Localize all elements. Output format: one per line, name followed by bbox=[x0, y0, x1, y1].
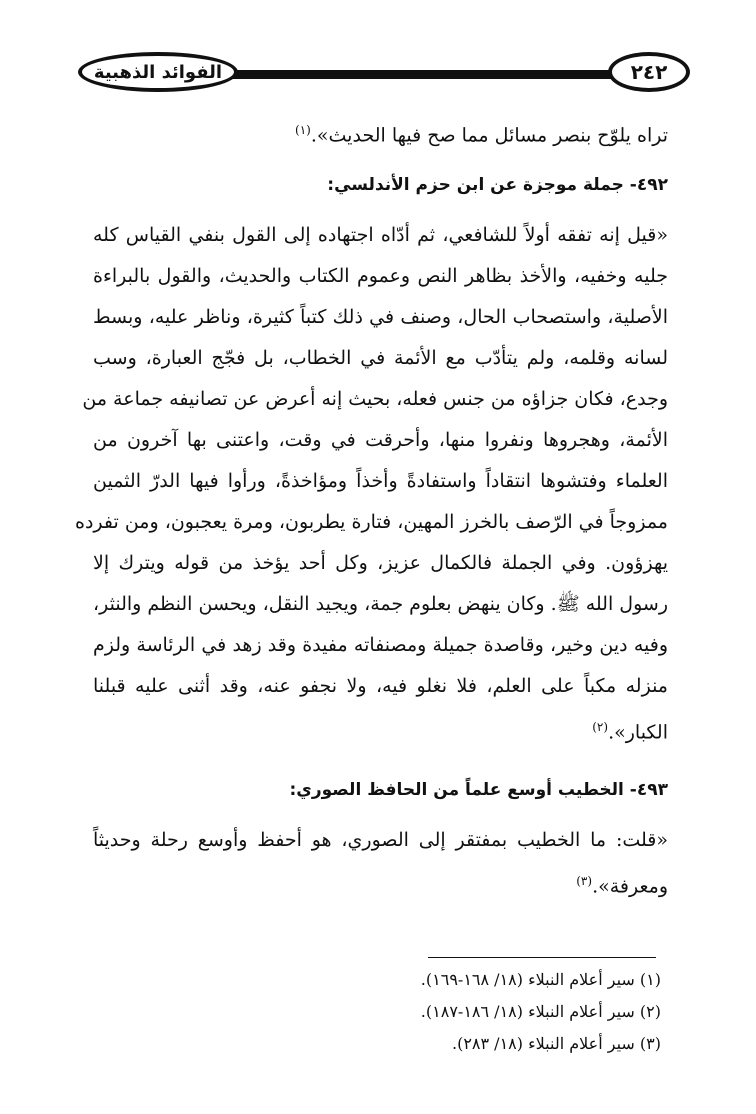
page-number-badge bbox=[608, 52, 690, 92]
page-number: ٢٤٢ bbox=[630, 60, 668, 84]
header-rule bbox=[220, 70, 620, 79]
text-line: الأئمة، وهجروها ونفروا منها، وأحرقت في وقت، واعتنى بها آخرون من bbox=[93, 429, 668, 451]
intro-paragraph bbox=[93, 110, 668, 156]
footnote-item: (١) سير أعلام النبلاء (١٨/ ١٦٨-١٦٩). bbox=[420, 970, 661, 989]
text-line: «قلت: ما الخطيب بمفتقر إلى الصوري، هو أحفظ وأوسع رحلة وحديثاً bbox=[93, 829, 668, 851]
text-line: تراه يلوّح بنصر مسائل مما صح فيها الحديث».$^{(١)}$ bbox=[295, 123, 668, 147]
section-heading: ٤٩٢- جملة موجزة عن ابن حزم الأندلسي: bbox=[327, 175, 668, 195]
book-title-badge bbox=[78, 52, 238, 92]
footnote-item: (٢) سير أعلام النبلاء (١٨/ ١٨٦-١٨٧). bbox=[420, 1002, 661, 1021]
section-492-heading-wrap bbox=[93, 170, 668, 200]
text-line: الأصلية، واستصحاب الحال، وصنف في ذلك كتباً كثيرة، وناظر عليه، وبسط bbox=[93, 306, 668, 328]
text-line: جليه وخفيه، والأخذ بظاهر النص وعموم الكتاب والحديث، والقول بالبراءة bbox=[93, 265, 668, 287]
text-line: العلماء وفتشوها انتقاداً واستفادةً وأخذاً ومؤاخذةً، ورأوا فيها الدرّ الثمين bbox=[93, 470, 668, 492]
text-line: رسول الله ﷺ. وكان ينهض بعلوم جمة، ويجيد النقل، ويحسن النظم والنثر، bbox=[93, 593, 668, 615]
text-line: «قيل إنه تفقه أولاً للشافعي، ثم أدّاه اجتهاده إلى القول بنفي القياس كله bbox=[93, 224, 668, 246]
text-line: وفيه دين وخير، وقاصدة جميلة ومصنفاته مفيدة وقد زهد في الرئاسة ولزم bbox=[93, 634, 668, 656]
text-line: الكبار».$^{(٢)}$ bbox=[592, 720, 668, 744]
text-line: وجدع، فكان جزاؤه من جنس فعله، بحيث إنه أعرض عن تصانيفه جماعة من bbox=[82, 388, 668, 410]
text-line: ومعرفة».$^{(٣)}$ bbox=[576, 874, 668, 898]
page-header bbox=[70, 52, 690, 96]
section-492-body bbox=[75, 215, 668, 753]
footnote-item: (٣) سير أعلام النبلاء (١٨/ ٢٨٣). bbox=[451, 1034, 661, 1053]
section-heading: ٤٩٣- الخطيب أوسع علماً من الحافظ الصوري: bbox=[289, 780, 668, 800]
book-title: الفوائد الذهبية bbox=[93, 61, 223, 83]
text-line: منزله مكباً على العلم، فلا نغلو فيه، ولا نجفو عنه، وقد أثنى عليه قبلنا bbox=[93, 675, 668, 697]
footnotes bbox=[161, 964, 661, 1060]
footnote-ref: (٢) bbox=[592, 720, 609, 734]
footnote-ref: (١) bbox=[295, 123, 311, 137]
text-line: يهزؤون. وفي الجملة فالكمال عزيز، وكل أحد يؤخذ من قوله ويترك إلا bbox=[93, 552, 668, 574]
footnote-ref: (٣) bbox=[576, 874, 593, 888]
footnote-divider bbox=[428, 957, 656, 958]
section-493-body bbox=[93, 820, 668, 907]
section-493-heading-wrap bbox=[93, 775, 668, 805]
text-line: ممزوجاً في الرّصف بالخرز المهين، فتارة يطربون، ومرة يعجبون، ومن تفرده bbox=[75, 511, 668, 533]
text-line: لسانه وقلمه، ولم يتأدّب مع الأئمة في الخطاب، بل فجّج العبارة، وسب bbox=[93, 347, 668, 369]
